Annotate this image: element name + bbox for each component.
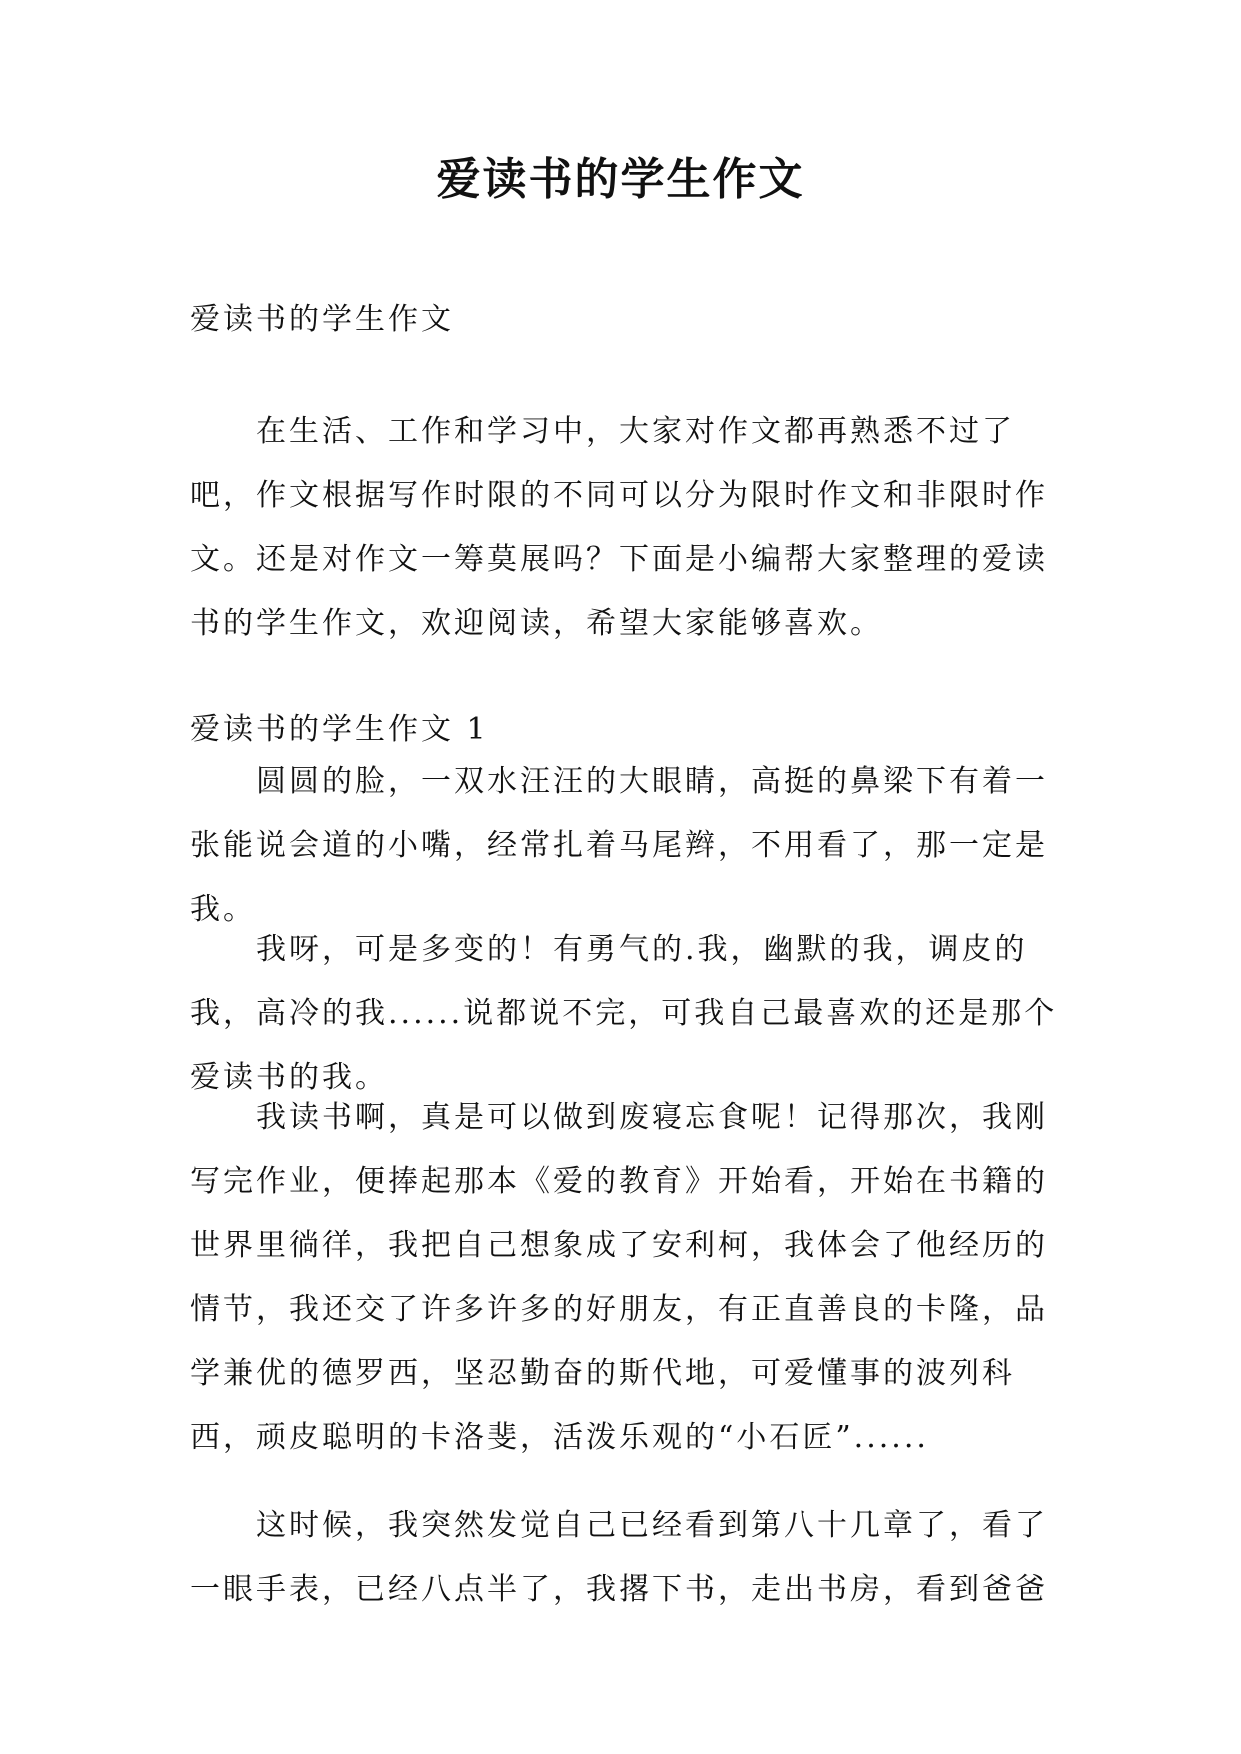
intro-paragraph: 在生活、工作和学习中，大家对作文都再熟悉不过了吧，作文根据写作时限的不同可以分为限时作文和非限时作文。还是对作文一筹莫展吗？下面是小编帮大家整理的爱读书的学生作文，欢迎阅读，希望大家能够喜欢。 <box>190 414 1048 641</box>
section-heading: 爱读书的学生作文 1 <box>190 712 489 747</box>
essay-paragraph: 我读书啊，真是可以做到废寝忘食呢！记得那次，我刚写完作业，便捧起那本《爱的教育》开始看，开始在书籍的世界里徜徉，我把自己想象成了安利柯，我体会了他经历的情节，我还交了许多许多的好朋友，有正直善良的卡隆，品学兼优的德罗西，坚忍勤奋的斯代地，可爱懂事的波列科西，顽皮聪明的卡洛斐，活泼乐观的“小石匠”...... <box>190 1100 1048 1455</box>
essay-paragraph: 这时候，我突然发觉自己已经看到第八十几章了，看了一眼手表，已经八点半了，我撂下书，走出书房，看到爸爸 <box>190 1508 1048 1607</box>
essay-paragraph: 我呀，可是多变的！有勇气的.我，幽默的我，调皮的我，高冷的我......说都说不完，可我自己最喜欢的还是那个爱读书的我。 <box>190 932 1058 1095</box>
essay-paragraph: 圆圆的脸，一双水汪汪的大眼睛，高挺的鼻梁下有着一张能说会道的小嘴，经常扎着马尾辫，不用看了，那一定是我。 <box>190 764 1048 927</box>
document-subtitle: 爱读书的学生作文 <box>190 302 454 337</box>
document-title: 爱读书的学生作文 <box>436 154 805 205</box>
